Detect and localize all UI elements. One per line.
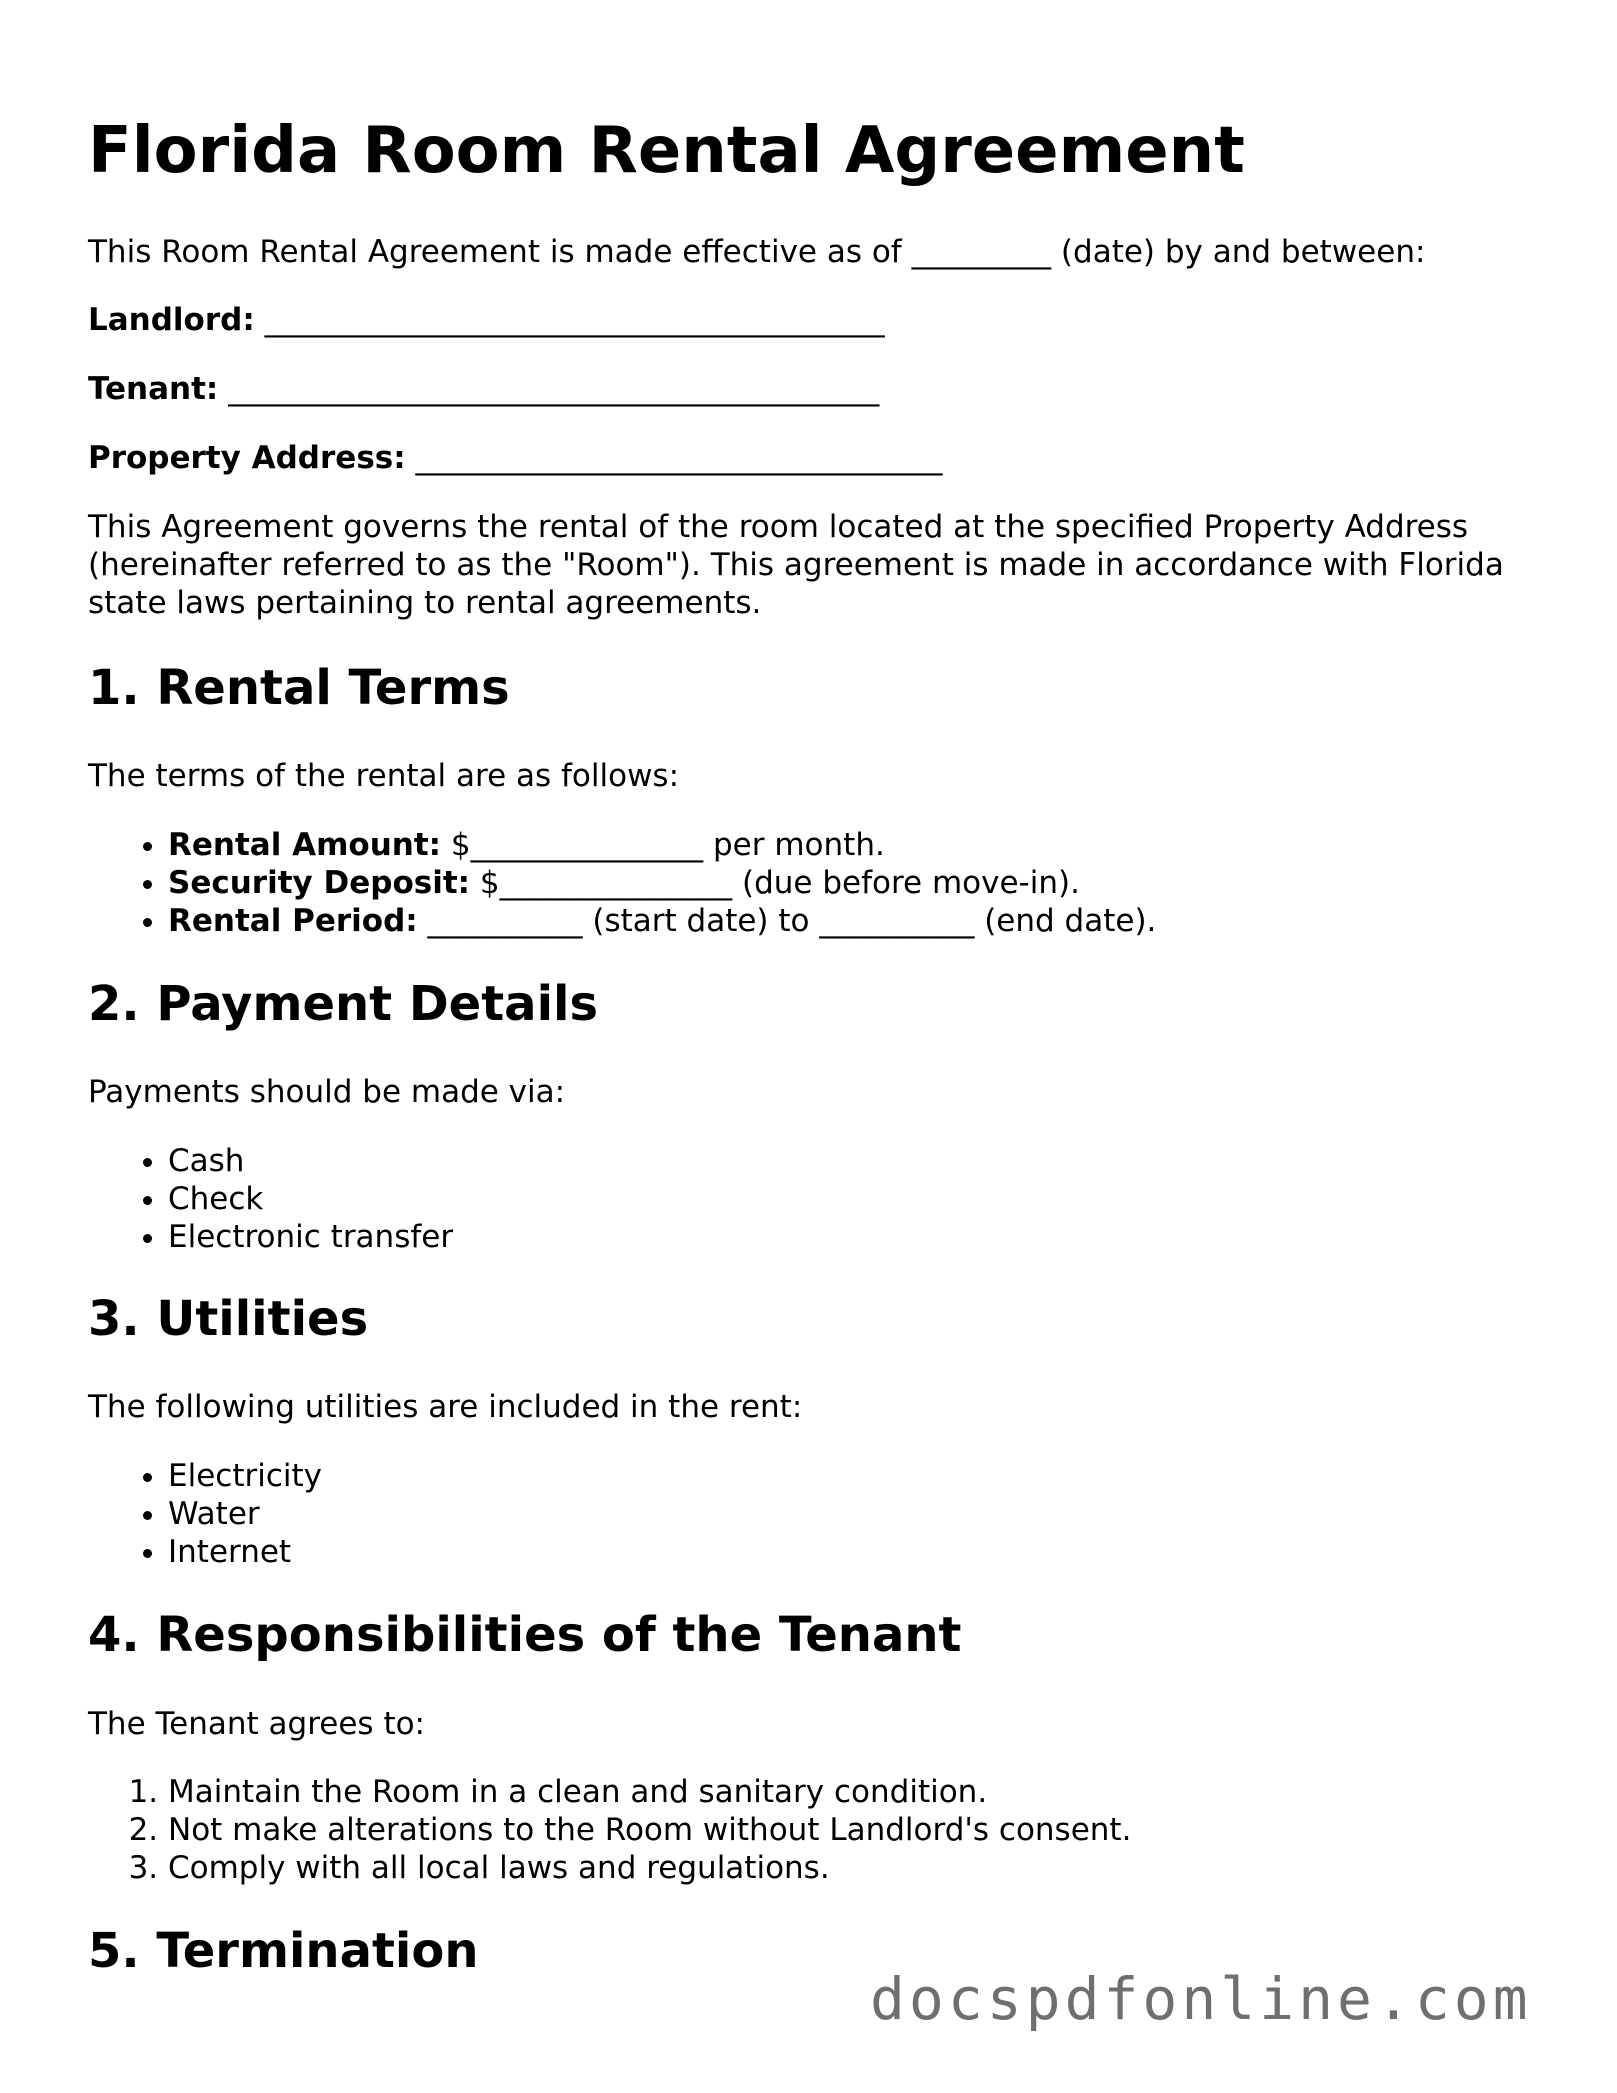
property-address-line <box>88 439 942 477</box>
section-heading-utilities: 3. Utilities <box>88 1291 369 1347</box>
list-item: • Cash <box>168 1142 453 1180</box>
rental-period-label: Rental Period: <box>168 903 418 939</box>
watermark-text: docspdfonline.com <box>870 1965 1532 2033</box>
landlord-blank: ________________________________________ <box>264 302 885 338</box>
utilities-lead: The following utilities are included in the rent: <box>88 1389 803 1425</box>
section-heading-responsibilities: 4. Responsibilities of the Tenant <box>88 1607 962 1663</box>
list-item: • Internet <box>168 1533 322 1571</box>
rental-amount-text: $_______________ per month. <box>441 827 885 863</box>
landlord-label: Landlord: <box>88 302 255 338</box>
list-item <box>168 902 1156 940</box>
tenant-label: Tenant: <box>88 371 219 407</box>
property-address-blank: __________________________________ <box>415 440 943 476</box>
list-item: • Water <box>168 1495 322 1533</box>
list-item: • Electricity <box>168 1457 322 1495</box>
landlord-line <box>88 301 885 339</box>
list-item: 1. Maintain the Room in a clean and sanitary condition. <box>168 1773 1131 1811</box>
tenant-blank: __________________________________________ <box>228 371 880 407</box>
rental-terms-lead: The terms of the rental are as follows: <box>88 758 680 794</box>
list-item: 3. Comply with all local laws and regulations. <box>168 1849 1131 1887</box>
list-item <box>168 864 1156 902</box>
section-heading-termination: 5. Termination <box>88 1923 479 1979</box>
governs-paragraph: This Agreement governs the rental of the room located at the specified Property Address (hereinafter referred to as the "Room"). This agreement is made in accordance with Florida state laws pertaining to rental agreements. <box>88 509 1504 621</box>
responsibilities-list <box>88 1773 1131 1887</box>
section-heading-rental-terms: 1. Rental Terms <box>88 660 510 716</box>
intro-paragraph: This Room Rental Agreement is made effective as of _________ (date) by and between: <box>88 234 1426 270</box>
responsibilities-lead: The Tenant agrees to: <box>88 1706 426 1742</box>
document-title: Florida Room Rental Agreement <box>88 114 1245 188</box>
list-item: • Electronic transfer <box>168 1218 453 1256</box>
list-item: 2. Not make alterations to the Room without Landlord's consent. <box>168 1811 1131 1849</box>
section-heading-payment-details: 2. Payment Details <box>88 976 599 1032</box>
security-deposit-label: Security Deposit: <box>168 865 471 901</box>
rental-period-text: __________ (start date) to __________ (end date). <box>417 903 1157 939</box>
payment-lead: Payments should be made via: <box>88 1074 566 1110</box>
utilities-list <box>88 1457 322 1571</box>
security-deposit-text: $_______________ (due before move-in). <box>470 865 1080 901</box>
list-item <box>168 826 1156 864</box>
rental-amount-label: Rental Amount: <box>168 827 442 863</box>
rental-terms-list <box>88 826 1156 940</box>
property-address-label: Property Address: <box>88 440 406 476</box>
tenant-line <box>88 370 879 408</box>
list-item: • Check <box>168 1180 453 1218</box>
payment-methods-list <box>88 1142 453 1256</box>
